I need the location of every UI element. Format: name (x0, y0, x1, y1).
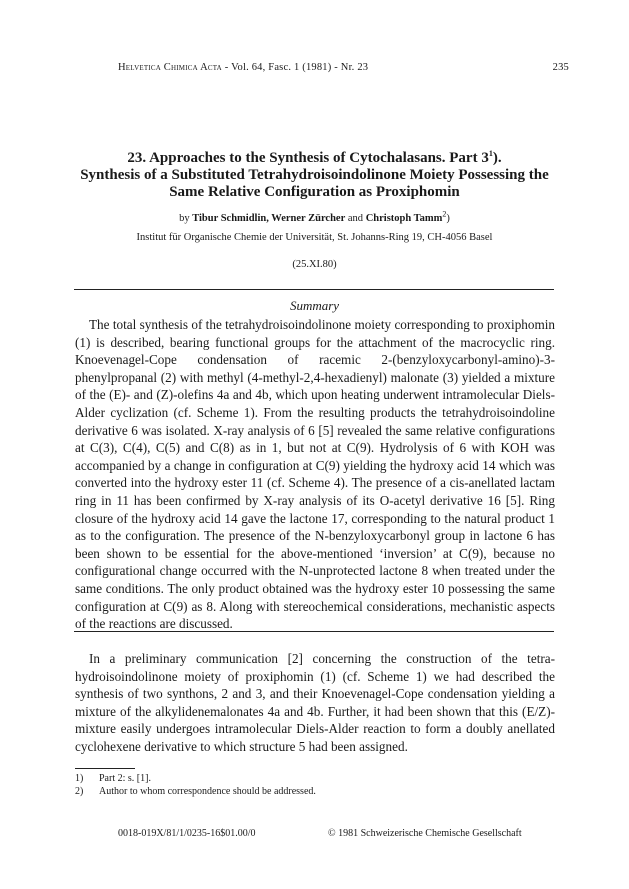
author-list: by Tibur Schmidlin, Werner Zürcher and Christoph Tamm$^2$) (179, 209, 450, 224)
page-number: 235 (552, 62, 569, 73)
received-date: (25.XI.80) (292, 259, 337, 270)
intro-paragraph: In a preliminary communication [2] concerning the construction of the tetra-hydroisoindolinone moiety of proxiphomin (1) (cf. Scheme 1) we had described the synthesis of two synthons, 2 and 3, and their Knoevenagel-Cope condensation yielding a mixture of the alkylidenemalonates 4a and 4b. Further, it had been shown that this (E/Z)-mixture easily undergoes intramolecular Diels-Alder reaction to form a doubly anellated cyclohexene derivative to which structure 5 had been assigned. (75, 651, 555, 754)
title-line-1: 23. Approaches to the Synthesis of Cytochalasans. Part $3^1$). (127, 149, 502, 166)
summary-heading: Summary (289, 298, 340, 313)
footnote-rule (75, 768, 135, 769)
title-line-3: Same Relative Configuration as Proxiphomin (169, 184, 460, 200)
title-line-2: Synthesis of a Substituted Tetrahydroisoindolinone Moiety Possessing the (80, 167, 549, 183)
affiliation: Institut für Organische Chemie der Universität, St. Johanns-Ring 19, CH-4056 Basel (136, 232, 493, 243)
author-names: Tibur Schmidlin, Werner Zürcher (192, 213, 346, 224)
footnote-2: 2) Author to whom correspondence should be addressed. (75, 786, 316, 797)
page-footer (118, 828, 569, 839)
running-head (118, 62, 569, 73)
copyright: © 1981 Schweizerische Chemische Gesellschaft (328, 828, 522, 839)
footnote-1: 1) Part 2: s. [1]. (75, 773, 151, 784)
summary-text: The total synthesis of the tetrahydroisoindolinone moiety corresponding to proxiphomin (1) is described, bearing functional groups for the attachment of the macrocyclic ring. Knoevenagel-Cope condensation of racemic 2-(benzyloxycarbonyl-amino)-3-phenylpropanal (2) with methyl (4-methyl-2,4-hexadienyl) malonate (3) yielded a mixture of the (E)- and (Z)-olefins 4a and 4b, which upon heating underwent intramolecular Diels-Alder cyclization (cf. Scheme 1). From the resulting products the tetrahydroisoindoline derivative 6 was isolated. X-ray analysis of 6 [5] revealed the same relative configurations at C(3), C(4), C(5) and C(8) as in 1, but not at C(9). Hydrolysis of 6 with KOH was accompanied by a change in configuration at C(9) yielding the hydroxy acid 14 which was converted into the hydroxy ester 11 (cf. Scheme 4). The presence of a cis-anellated lactam ring in 11 has been confirmed by X-ray analysis of its O-acetyl derivative 16 [5]. Ring closure of the hydroxy acid 14 gave the lactone 17, corresponding to the natural product 1 as to the configuration. The presence of the N-benzyloxycarbonyl group in lactone 6 has been shown to be essential for the above-mentioned ‘inversion’ at C(9), because no configurational change occurred with the N-unprotected lactone 8 when treated under the same conditions. The only product obtained was the hydroxy ester 10 possessing the same configuration at C(9) as 8. Along with stereochemical considerations, mechanistic aspects of the reactions are discussed. (75, 317, 555, 632)
article-title (50, 150, 579, 201)
volume-info: - Vol. 64, Fasc. 1 (1981) - Nr. 23 (221, 62, 369, 73)
summary-top-rule (74, 289, 554, 290)
article-code: 0018-019X/81/1/0235-16$01.00/0 (118, 828, 256, 839)
corresponding-author: Christoph Tamm (365, 213, 443, 224)
journal-name: Helvetica Chimica Acta (118, 62, 222, 73)
summary-bottom-rule (74, 631, 554, 632)
